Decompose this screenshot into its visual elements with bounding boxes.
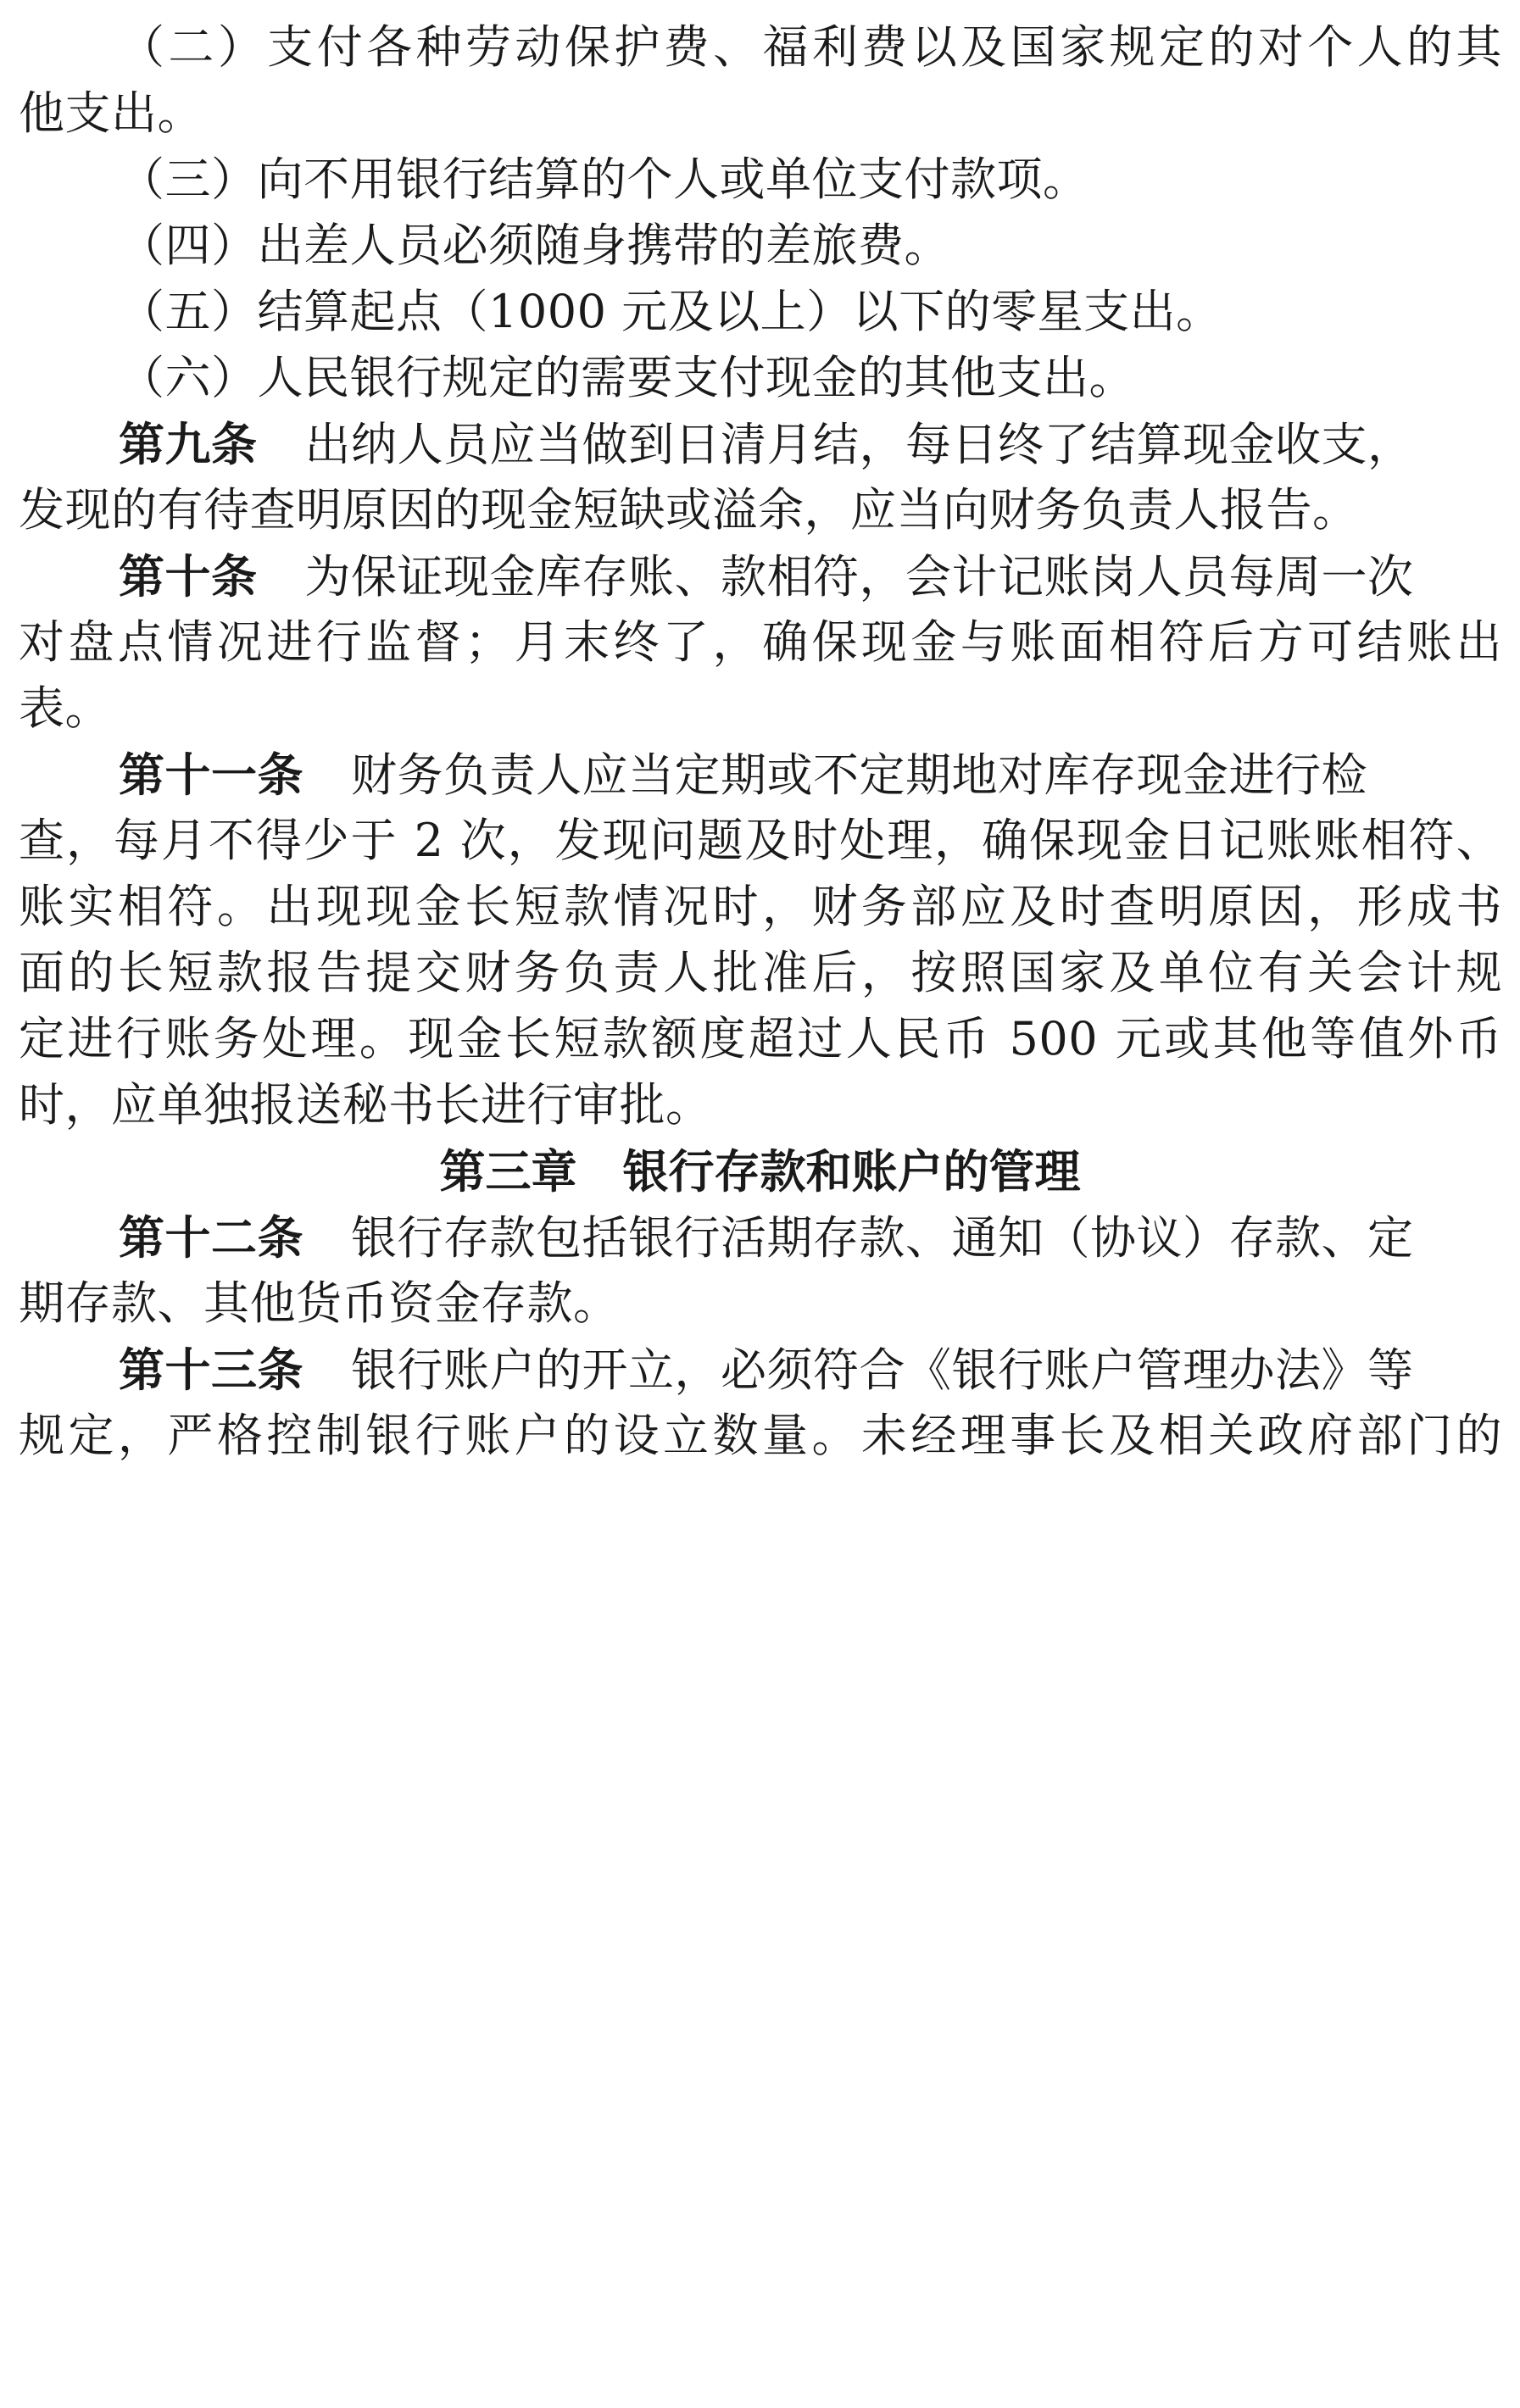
art8-item6: （六）人民银行规定的需要支付现金的其他支出。 <box>119 351 1135 404</box>
article-11-line1 <box>119 744 1502 805</box>
article-11-line4: 面的长短款报告提交财务负责人批准后，按照国家及单位有关会计规 <box>19 946 1502 999</box>
article-9-heading: 第九条 <box>119 417 258 471</box>
art8-item5: （五）结算起点（1000 元及以上）以下的零星支出。 <box>119 285 1222 338</box>
article-11-line2: 查，每月不得少于 2 次，发现问题及时处理，确保现金日记账账相符、 <box>19 814 1502 867</box>
art8-item3: （三）向不用银行结算的个人或单位支付款项。 <box>119 153 1089 206</box>
article-10-line3: 表。 <box>19 681 111 735</box>
article-11-line5: 定进行账务处理。现金长短款额度超过人民币 500 元或其他等值外币 <box>19 1012 1502 1065</box>
article-13-text: 银行账户的开立，必须符合《银行账户管理办法》等 <box>351 1343 1414 1397</box>
art8-item4: （四）出差人员必须随身携带的差旅费。 <box>119 219 950 272</box>
article-11-text: 财务负责人应当定期或不定期地对库存现金进行检 <box>351 748 1367 802</box>
article-11-heading: 第十一条 <box>119 748 303 802</box>
article-13-line1 <box>119 1339 1502 1400</box>
article-13-line2: 规定，严格控制银行账户的设立数量。未经理事长及相关政府部门的 <box>19 1409 1502 1462</box>
article-10-line1 <box>119 546 1502 607</box>
article-12-heading: 第十二条 <box>119 1210 303 1265</box>
article-13-heading: 第十三条 <box>119 1343 303 1397</box>
article-11-line3: 账实相符。出现现金长短款情况时，财务部应及时查明原因，形成书 <box>19 880 1502 933</box>
art8-item2-line2: 他支出。 <box>19 86 203 140</box>
article-9-line2: 发现的有待查明原因的现金短缺或溢余，应当向财务负责人报告。 <box>19 483 1359 537</box>
article-10-text: 为保证现金库存账、款相符，会计记账岗人员每周一次 <box>304 550 1414 603</box>
article-9-text: 出纳人员应当做到日清月结，每日终了结算现金收支， <box>304 418 1414 471</box>
article-10-line2: 对盘点情况进行监督；月末终了，确保现金与账面相符后方可结账出 <box>19 615 1502 669</box>
art8-item2-line1: （二）支付各种劳动保护费、福利费以及国家规定的对个人的其 <box>119 20 1502 74</box>
article-10-heading: 第十条 <box>119 549 258 603</box>
article-9-line1 <box>119 414 1502 475</box>
article-12-text: 银行存款包括银行活期存款、通知（协议）存款、定 <box>351 1211 1414 1265</box>
article-12-line1 <box>119 1207 1502 1268</box>
article-11-line6: 时，应单独报送秘书长进行审批。 <box>19 1078 712 1132</box>
article-12-line2: 期存款、其他货币资金存款。 <box>19 1276 620 1330</box>
chapter-3-heading: 第三章 银行存款和账户的管理 <box>439 1144 1081 1198</box>
